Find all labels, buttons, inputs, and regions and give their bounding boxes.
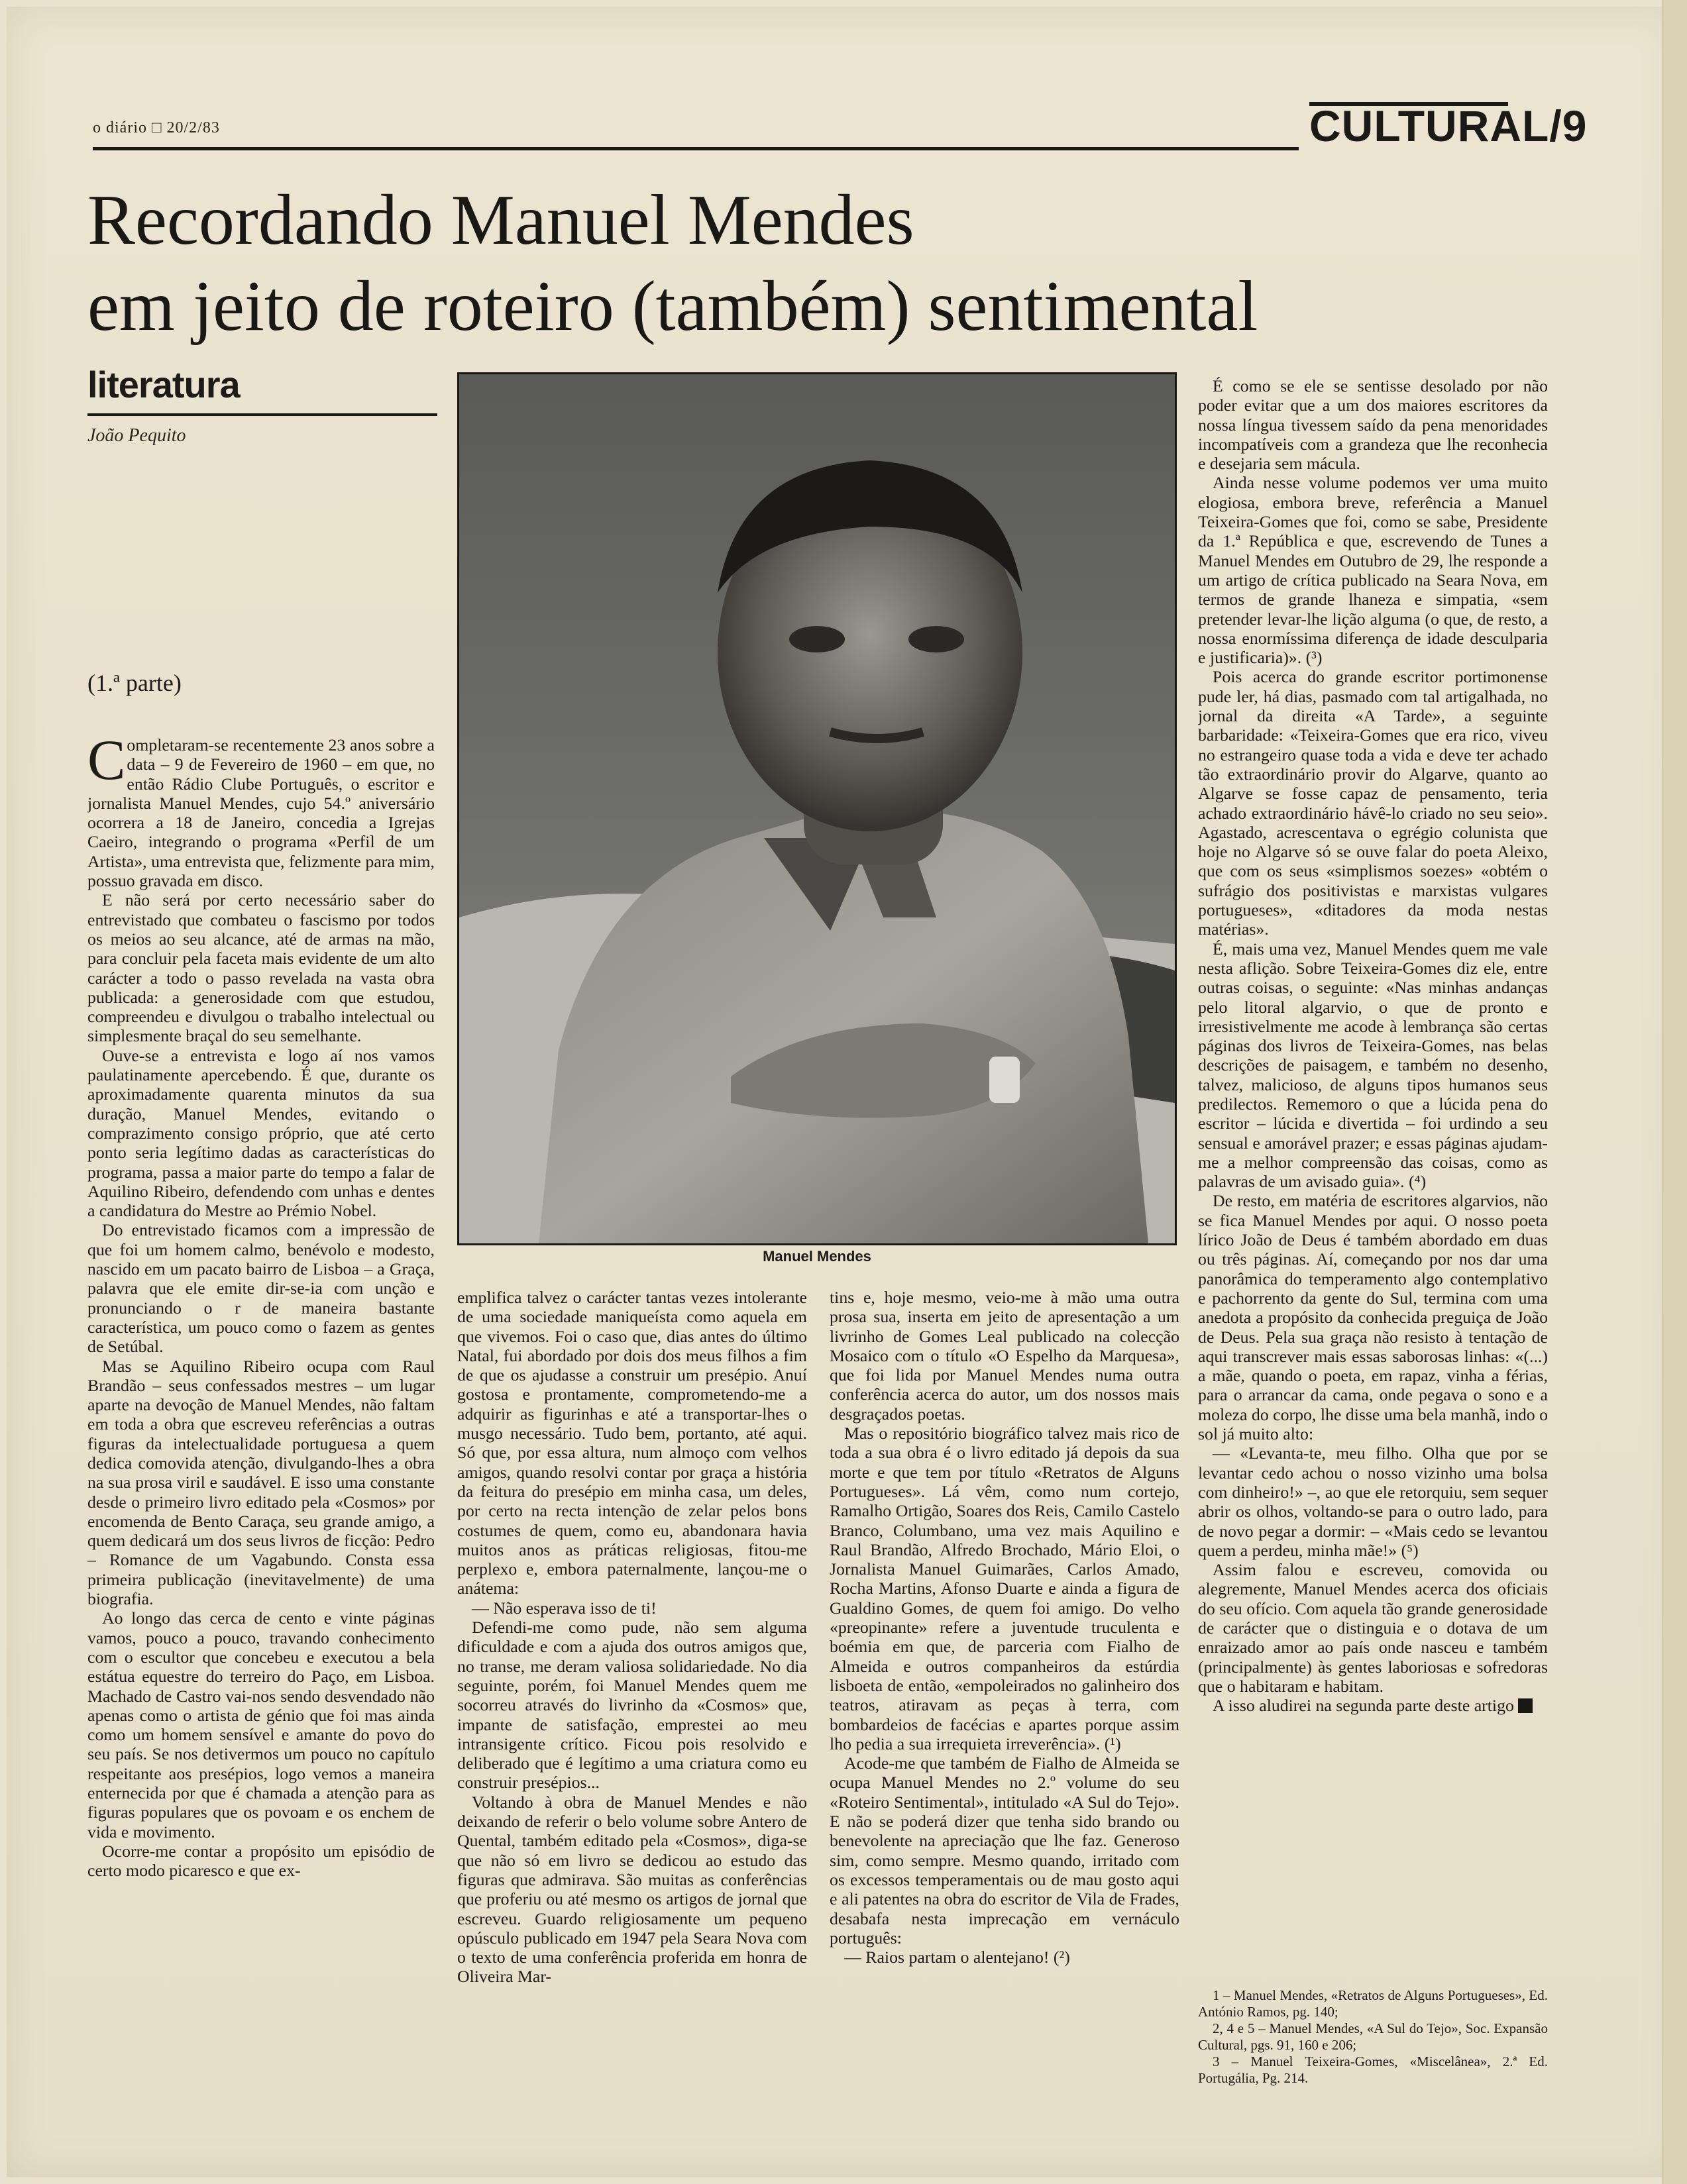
paragraph: Defendi-me como pude, não sem alguma dificuldade e com a ajuda dos outros amigos que, no transe, me deram valiosa solidariedade. No dia seguinte, porém, foi Manuel Mendes quem me socorreu através do livrinho da «Cosmos» que, impante de satisfação, emprestei ao meu intransigente crítico. Ficou pois resolvido e deliberado que é legítimo a uma criatura como eu construir presépios...	[457, 1618, 807, 1793]
headline-line-2: em jeito de roteiro (também) sentimental	[87, 267, 1258, 346]
paragraph: Ainda nesse volume podemos ver uma muito elogiosa, embora breve, referência a Manuel Teixeira-Gomes que foi, como se sabe, Presidente da 1.ª República e que, escrevendo de Tunes a Manuel Mendes em Outubro de 29, lhe responde a um artigo de crítica publicado na Seara Nova, em termos de grande lhaneza e simpatia, «sem pretender levar-lhe lição alguma (o que, de resto, a nossa enormíssima diferença de idade desculparia e justificaria)». (³)	[1198, 473, 1548, 668]
paragraph: É, mais uma vez, Manuel Mendes quem me vale nesta aflição. Sobre Teixeira-Gomes diz ele, entre outras coisas, o seguinte: «Nas minhas andanças pelo litoral algarvio, o que de pronto e irresistivelmente me acode à lembrança são certas páginas dos livros de Teixeira-Gomes, nas belas descrições de paisagem, e também no desenho, talvez, malicioso, de alguns tipos humanos seus predilectos. Rememoro o que a lúcida pena do escritor – lúcida e divertida – foi urdindo a seu sensual e amorável prazer; e essas páginas ajudam-me a melhor compreensão das coisas, como as palavras de um avisado guia». (⁴)	[1198, 939, 1548, 1192]
paragraph: Voltando à obra de Manuel Mendes e não deixando de referir o belo volume sobre Antero de Quental, também editado pela «Cosmos», diga-se que não só em livro se dedicou ao estudo das figuras que admirava. São muitas as conferências que proferiu ou até mesmo os artigos de jornal que escreveu. Guardo religiosamente um pequeno opúsculo publicado em 1947 pela Seara Nova com o texto de uma conferência proferida em honra de Oliveira Mar-	[457, 1792, 807, 1987]
rubric: literatura	[87, 364, 240, 405]
paragraph: Acode-me que também de Fialho de Almeida se ocupa Manuel Mendes no 2.º volume do seu «Roteiro Sentimental», intitulado «A Sul do Tejo». E não se poderá dizer que tenha sido brando ou benevolente na apreciação que lhe faz. Generoso sim, como sempre. Mesmo quando, irritado com os excessos temperamentais ou de mau gosto aqui e ali patentes na obra do escritor de Vila de Frades, desabafa nesta imprecação em vernáculo português:	[830, 1753, 1179, 1948]
header-rule	[93, 147, 1299, 150]
column-4	[1198, 376, 1548, 2079]
portrait-photo	[457, 372, 1177, 1245]
portrait-image	[459, 374, 1175, 1243]
drop-cap: C	[87, 735, 126, 792]
paragraph: Assim falou e escreveu, comovida ou alegremente, Manuel Mendes acerca dos oficiais do seu ofício. Com aquela tão grande generosidade de carácter que o distinguia e o dotava de um enraizado amor ao país onde nasceu e também (principalmente) às gentes laboriosas e sofredoras que o habitaram e habitam.	[1198, 1560, 1548, 1696]
paragraph: — Raios partam o alentejano! (²)	[844, 1948, 1070, 1967]
column-2	[457, 1288, 807, 2162]
paragraph: De resto, em matéria de escritores algarvios, não se fica Manuel Mendes por aqui. O nosso poeta lírico João de Deus é também abordado em duas ou três páginas. Aí, começando por nos dar uma panorâmica do temperamento algo contemplativo e pachorrento da gente do Sul, termina com uma anedota a propósito da conhecida preguiça de João de Deus. Pela sua graça não resisto à tentação de aqui transcrever mais essas saborosas linhas: «(...) a mãe, quando o poeta, em rapaz, vinha a férias, para o arrancar da cama, onde pegava o sono e a moleza do corpo, lhe disse uma bela manhã, indo o sol já muito alto:	[1198, 1191, 1548, 1444]
paragraph: Ao longo das cerca de cento e vinte páginas vamos, pouco a pouco, travando conhecimento com o escultor que concebeu e executou a bela estátua equestre do terreiro do Paço, em Lisboa. Machado de Castro vai-nos sendo desvendado não apenas como o artista de génio que foi mas ainda como um homem sensível e amante do povo do seu país. Se nos detivermos um pouco no capítulo respeitante aos presépios, logo vemos a maneira enternecida por que é chamada a atenção para as figuras populares que os povoam e os enchem de vida e movimento.	[87, 1608, 435, 1842]
author-byline: João Pequito	[87, 425, 186, 446]
paragraph: Completaram-se recentemente 23 anos sobre a data – 9 de Fevereiro de 1960 – em que, no então Rádio Clube Português, o escritor e jornalista Manuel Mendes, cujo 54.º aniversário ocorrera a 18 de Janeiro, concedia a Igrejas Caeiro, integrando o programa «Perfil de um Artista», uma entrevista que, felizmente para mim, possuo gravada em disco.	[87, 735, 435, 891]
footnote: 2, 4 e 5 – Manuel Mendes, «A Sul do Tejo», Soc. Expansão Cultural, pgs. 91, 160 e 206;	[1198, 2020, 1548, 2053]
footnote: 1 – Manuel Mendes, «Retratos de Alguns Portugueses», Ed. António Ramos, pg. 140;	[1198, 1987, 1548, 2020]
paragraph: emplifica talvez o carácter tantas vezes intolerante de uma sociedade maniqueísta como aquela em que vivemos. Foi o caso que, dias antes do último Natal, fui abordado por dois dos meus filhos a fim de que os ajudasse a construir um presépio. Anuí gostosa e prontamente, comprometendo-me a adquirir as figurinhas e até a transportar-lhes o musgo necessário. Tudo bem, portanto, até aqui. Só que, por essa altura, num almoço com velhos amigos, quando resolvi contar por graça a história da feitura do presépio em minha casa, um deles, por certo na recta intenção de zelar pelos bons costumes de quem, como eu, abandonara havia muitos anos as práticas religiosas, fitou-me perplexo e, embora paternalmente, lançou-me o anátema:	[457, 1288, 807, 1598]
paragraph: É como se ele se sentisse desolado por não poder evitar que a um dos maiores escritores da nossa língua tivessem saído da pena menoridades incompatíveis com a grandeza que lhe reconhecia e desejaria sem mácula.	[1198, 376, 1548, 474]
paragraph: tins e, hoje mesmo, veio-me à mão uma outra prosa sua, inserta em jeito de apresentação a um livrinho de Gomes Leal publicado na colecção Mosaico com o título «O Espelho da Marquesa», que foi lida por Manuel Mendes numa outra conferência acerca do autor, um dos nossos mais desgraçados poetas.	[830, 1288, 1179, 1424]
headline-line-1: Recordando Manuel Mendes	[87, 181, 914, 260]
paragraph: E não será por certo necessário saber do entrevistado que combateu o fascismo por todos os meios ao seu alcance, até de armas na mão, para concluir pela faceta mais evidente de um alto carácter a todo o passo revelada na vasta obra publicada: a generosidade com que estudou, compreendeu e divulgou o trabalho intelectual ou simplesmente braçal do seu semelhante.	[87, 890, 435, 1046]
column-1	[87, 735, 435, 2159]
part-label: (1.ª parte)	[87, 670, 182, 696]
footnote: 3 – Manuel Teixeira-Gomes, «Miscelânea», 2.ª Ed. Portugália, Pg. 214.	[1198, 2054, 1548, 2086]
paragraph: Mas se Aquilino Ribeiro ocupa com Raul Brandão – seus confessados mestres – um lugar aparte na devoção de Manuel Mendes, não faltam em toda a obra que escreveu referências a outras figuras da intelectualidade portuguesa a quem dedica comovida atenção, divulgando-lhes a obra na sua prosa viril e saudável. E isso uma constante desde o primeiro livro editado pela «Cosmos» por encomenda de Bento Caraça, seu grande amigo, a quem dedicará um dos seus livros de ficção: Pedro – Romance de um Vagabundo. Consta essa primeira publicação (inevitavelmente) de uma biografia.	[87, 1356, 435, 1609]
page-fold	[1662, 0, 1687, 2184]
dateline: o diário □ 20/2/83	[93, 119, 220, 136]
footnotes	[1198, 1987, 1548, 2087]
photo-caption: Manuel Mendes	[763, 1248, 871, 1265]
rubric-rule	[87, 413, 437, 416]
headline	[87, 178, 1532, 350]
column-3	[830, 1288, 1179, 2162]
paragraph: Pois acerca do grande escritor portimonense pude ler, há dias, pasmado com tal artigalhada, no jornal da direita «A Tarde», a seguinte barbaridade: «Teixeira-Gomes que era rico, viveu no estrangeiro quase toda a vida e deve ter achado tão extraordinário provir do Algarve, quanto ao Algarve se fosse capaz de pensamento, teria achado extraordinário hávê-lo criado no seu seio». Agastado, acrescentava o egrégio colunista que hoje no Algarve só se ouve falar do poeta Aleixo, que com os seus «simplismos soezes» «obtém o sufrágio dos positivistas e marxistas vulgares portugueses», «ditadores da moda nestas matérias».	[1198, 667, 1548, 939]
paragraph: Ouve-se a entrevista e logo aí nos vamos paulatinamente apercebendo. É que, durante os aproximadamente quarenta minutos da sua duração, Manuel Mendes, evitando o comprazimento consigo próprio, que até certo ponto seria legítimo dadas as características do programa, passa a maior parte do tempo a falar de Aquilino Ribeiro, defendendo com unhas e dentes a candidatura do Mestre ao Prémio Nobel.	[87, 1045, 435, 1221]
end-mark	[1518, 1698, 1533, 1713]
paragraph: — «Levanta-te, meu filho. Olha que por se levantar cedo achou o nosso vizinho uma bolsa com dinheiro!» –, ao que ele retorquiu, sem sequer abrir os olhos, voltando-se para o outro lado, para de novo pegar a dormir: – «Mais cedo se levantou quem a perdeu, minha mãe!» (⁵)	[1198, 1443, 1548, 1560]
paragraph-final: A isso aludirei na segunda parte deste artigo	[1198, 1696, 1548, 1715]
paragraph: Mas o repositório biográfico talvez mais rico de toda a sua obra é o livro editado já depois da sua morte e que tem por título «Retratos de Alguns Portugueses». Lá vêm, como num cortejo, Ramalho Ortigão, Soares dos Reis, Camilo Castelo Branco, Columbano, uma vez mais Aquilino e Raul Brandão, Alfredo Brochado, Mário Eloi, o Jornalista Manuel Guimarães, Carlos Amado, Rocha Martins, Afonso Duarte e ainda a figura de Gualdino Gomes, de quem foi amigo. Do velho «preopinante» refere a juventude truculenta e boémia em que, de parceria com Fialho de Almeida e outros companheiros da estúrdia lisboeta de então, «empoleirados no galinheiro dos teatros, atiravam as peças à terra, com bombardeios de facécias e apartes porque assim lho pedia a sua irrequieta irreverência». (¹)	[830, 1424, 1179, 1753]
paragraph: Do entrevistado ficamos com a impressão de que foi um homem calmo, benévolo e modesto, nascido em um pacato bairro de Lisboa – a Graça, palavra que ele emite dir-se-ia com unção e pronunciando o r de maneira bastante característica, um pouco como o fazem as gentes de Setúbal.	[87, 1220, 435, 1357]
paragraph: — Não esperava isso de ti!	[472, 1598, 657, 1618]
paragraph: Ocorre-me contar a propósito um episódio de certo modo picaresco e que ex-	[87, 1841, 435, 1881]
section-title: CULTURAL/9	[1309, 101, 1588, 150]
